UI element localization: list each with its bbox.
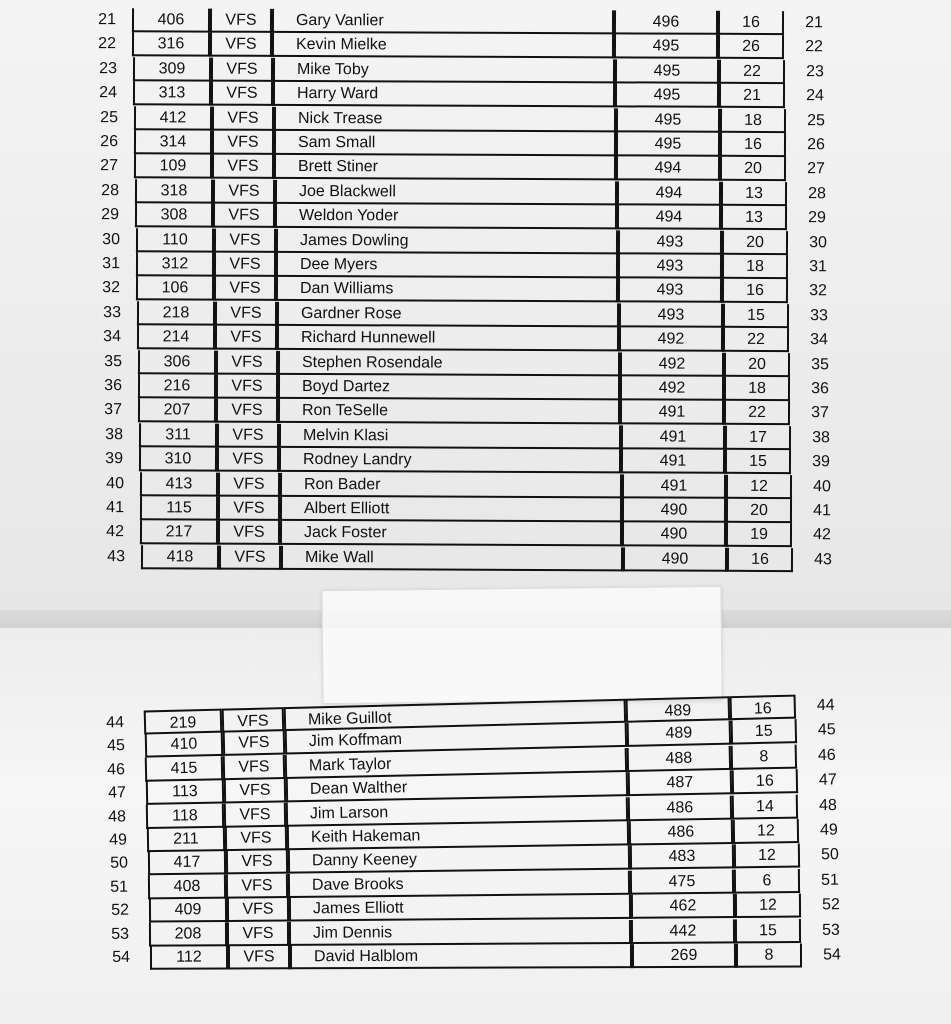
shooter-name: Rodney Landry	[279, 448, 621, 473]
score: 486	[628, 795, 732, 821]
shooter-number: 314	[134, 130, 212, 154]
score: 494	[616, 157, 720, 181]
shooter-number: 413	[140, 472, 218, 496]
rank-left: 37	[104, 401, 123, 419]
score: 492	[620, 352, 724, 376]
shooter-name: Mike Guillot	[284, 699, 626, 731]
x-count: 26	[718, 35, 784, 59]
x-count: 20	[720, 157, 786, 181]
shooter-number: 216	[138, 374, 216, 398]
score: 495	[614, 35, 718, 59]
class-code: VFS	[224, 802, 286, 827]
rank-right: 42	[813, 526, 832, 544]
rank-right: 48	[819, 796, 838, 814]
rank-left: 26	[100, 133, 119, 151]
shooter-name: Dan Williams	[276, 277, 618, 302]
x-count: 6	[734, 869, 800, 894]
shooter-name: Dave Brooks	[288, 871, 630, 898]
class-code: VFS	[216, 399, 278, 423]
shooter-name: Albert Elliott	[280, 497, 622, 522]
class-code: VFS	[212, 155, 274, 179]
rank-left: 30	[101, 230, 120, 248]
x-count: 12	[733, 844, 799, 869]
rank-right: 49	[819, 821, 838, 839]
x-count: 14	[732, 794, 798, 819]
score: 490	[623, 547, 727, 571]
rank-left: 21	[98, 11, 117, 29]
shooter-name: James Elliott	[289, 895, 631, 922]
score: 493	[619, 303, 723, 327]
x-count: 22	[723, 328, 789, 352]
shooter-number: 208	[149, 922, 227, 946]
shooter-number: 110	[136, 228, 214, 252]
rank-left: 40	[105, 474, 124, 492]
rank-right: 29	[808, 209, 827, 227]
x-count: 12	[733, 819, 799, 844]
score: 269	[632, 944, 736, 968]
rank-left: 47	[107, 784, 126, 802]
rank-right: 21	[805, 14, 823, 32]
score: 490	[622, 523, 726, 547]
shooter-name: Jim Dennis	[289, 920, 631, 946]
class-code: VFS	[217, 448, 279, 472]
x-count: 12	[726, 474, 792, 498]
score: 493	[618, 230, 722, 254]
tape-strip	[321, 586, 722, 704]
shooter-number: 219	[144, 709, 223, 735]
rank-left: 41	[106, 499, 125, 517]
x-count: 18	[722, 255, 788, 279]
shooter-name: Richard Hunnewell	[277, 326, 619, 351]
rank-left: 49	[109, 831, 128, 849]
rank-right: 37	[811, 404, 830, 422]
rank-right: 36	[811, 380, 829, 398]
shooter-number: 415	[145, 756, 223, 782]
score: 491	[621, 450, 725, 474]
rank-right: 27	[807, 160, 826, 178]
shooter-number: 306	[138, 350, 216, 374]
rank-right: 50	[820, 846, 839, 864]
class-code: VFS	[216, 375, 278, 399]
rank-left: 24	[99, 84, 118, 102]
shooter-number: 418	[141, 545, 219, 569]
score: 483	[629, 845, 733, 870]
score: 495	[615, 84, 719, 108]
rank-left: 33	[102, 303, 121, 321]
rank-right: 22	[805, 38, 824, 56]
shooter-number: 112	[150, 946, 228, 970]
x-count: 15	[725, 450, 791, 474]
shooter-name: Kevin Mielke	[272, 33, 614, 58]
class-code: VFS	[222, 707, 285, 733]
rank-left: 23	[98, 59, 117, 77]
rank-right: 43	[813, 550, 832, 569]
rank-left: 22	[98, 35, 117, 53]
shooter-name: Ron TeSelle	[278, 399, 620, 424]
rank-left: 31	[102, 255, 121, 273]
score: 493	[618, 254, 722, 278]
shooter-name: Brett Stiner	[274, 155, 616, 180]
rank-left: 34	[103, 328, 122, 346]
shooter-number: 109	[134, 155, 212, 179]
shooter-number: 310	[139, 447, 217, 471]
shooter-name: Gardner Rose	[277, 302, 619, 327]
class-code: VFS	[213, 179, 275, 203]
class-code: VFS	[214, 228, 276, 252]
shooter-name: Sam Small	[274, 131, 616, 156]
shooter-number: 218	[137, 301, 215, 325]
class-code: VFS	[218, 521, 280, 545]
shooter-number: 106	[136, 277, 214, 301]
score: 489	[626, 721, 731, 747]
class-code: VFS	[212, 106, 274, 130]
x-count: 16	[720, 133, 786, 157]
shooter-number: 313	[133, 81, 211, 105]
shooter-number: 408	[148, 874, 226, 899]
class-code: VFS	[218, 497, 280, 521]
rank-right: 34	[810, 331, 829, 349]
shooter-name: Jim Koffmam	[284, 723, 626, 755]
rank-right: 44	[816, 696, 835, 715]
shooter-name: Keith Hakeman	[287, 821, 629, 850]
shooter-name: James Dowling	[276, 228, 618, 253]
class-code: VFS	[211, 57, 273, 81]
score: 491	[620, 401, 724, 425]
x-count: 20	[722, 230, 788, 254]
score: 491	[622, 474, 726, 498]
shooter-number: 118	[146, 803, 224, 828]
rank-right: 33	[809, 306, 828, 325]
class-code: VFS	[222, 731, 285, 756]
x-count: 21	[719, 84, 785, 108]
shooter-number: 113	[146, 780, 224, 805]
shooter-number: 214	[137, 325, 215, 349]
shooter-name: Jack Foster	[280, 521, 622, 546]
score: 492	[620, 376, 724, 400]
rank-right: 40	[812, 477, 831, 495]
shooter-number: 217	[140, 521, 218, 545]
score: 494	[617, 206, 721, 230]
shooter-name: Dean Walther	[286, 772, 628, 802]
class-code: VFS	[217, 423, 279, 447]
rank-right: 32	[809, 282, 828, 300]
rank-right: 23	[805, 62, 824, 81]
shooter-name: Gary Vanlier	[272, 9, 614, 34]
shooter-name: Mike Wall	[281, 546, 623, 571]
shooter-number: 417	[147, 851, 225, 876]
rank-left: 52	[110, 901, 129, 920]
shooter-number: 410	[144, 732, 223, 758]
shooter-number: 311	[139, 423, 217, 447]
rank-left: 25	[99, 108, 118, 126]
shooter-name: David Halblom	[290, 944, 632, 969]
x-count: 16	[722, 279, 788, 303]
shooter-name: Mike Toby	[273, 58, 615, 83]
rank-right: 52	[821, 896, 840, 914]
shooter-name: Danny Keeney	[287, 846, 629, 874]
x-count: 13	[721, 182, 787, 206]
x-count: 18	[724, 377, 790, 401]
score: 488	[627, 746, 731, 772]
x-count: 16	[730, 695, 797, 721]
x-count: 22	[719, 60, 785, 84]
rank-left: 27	[100, 157, 119, 175]
shooter-number: 409	[149, 898, 227, 923]
rank-right: 30	[808, 233, 827, 251]
class-code: VFS	[210, 33, 272, 57]
x-count: 8	[736, 944, 802, 968]
class-code: VFS	[226, 874, 288, 899]
class-code: VFS	[225, 826, 287, 851]
x-count: 12	[735, 894, 801, 919]
rank-left: 53	[111, 925, 130, 943]
rank-right: 31	[809, 258, 827, 276]
rank-left: 50	[109, 854, 128, 873]
rank-right: 35	[810, 355, 829, 373]
shooter-number: 316	[132, 33, 210, 57]
class-code: VFS	[227, 921, 289, 945]
rank-right: 53	[822, 921, 841, 939]
score: 491	[621, 425, 725, 449]
class-code: VFS	[223, 755, 285, 780]
x-count: 15	[735, 919, 801, 943]
rank-left: 39	[105, 450, 124, 468]
class-code: VFS	[211, 82, 273, 106]
class-code: VFS	[227, 898, 289, 922]
class-code: VFS	[210, 9, 272, 33]
shooter-number: 312	[136, 252, 214, 276]
rank-right: 26	[807, 136, 825, 154]
score: 492	[619, 328, 723, 352]
x-count: 16	[718, 11, 784, 35]
shooter-name: Weldon Yoder	[275, 204, 617, 229]
class-code: VFS	[219, 545, 281, 569]
rank-left: 28	[100, 181, 119, 199]
score: 462	[631, 894, 735, 919]
rank-right: 39	[812, 453, 831, 471]
rank-right: 45	[817, 721, 836, 740]
score: 495	[615, 59, 719, 83]
score: 442	[631, 919, 735, 944]
shooter-number: 211	[147, 827, 225, 852]
x-count: 18	[720, 108, 786, 132]
shooter-name: Dee Myers	[276, 253, 618, 278]
rank-left: 38	[104, 425, 123, 443]
class-code: VFS	[224, 779, 286, 804]
x-count: 16	[727, 548, 793, 572]
score: 494	[617, 181, 721, 205]
x-count: 22	[724, 401, 790, 425]
x-count: 20	[724, 352, 790, 376]
shooter-number: 115	[140, 496, 218, 520]
class-code: VFS	[218, 472, 280, 496]
score: 496	[614, 10, 718, 34]
shooter-name: Joe Blackwell	[275, 180, 617, 205]
rank-right: 28	[807, 184, 826, 203]
x-count: 13	[721, 206, 787, 230]
rank-left: 45	[106, 737, 125, 755]
class-code: VFS	[215, 301, 277, 325]
shooter-name: Nick Trease	[274, 106, 616, 131]
rank-left: 43	[106, 547, 125, 565]
rank-left: 51	[110, 878, 129, 896]
rank-right: 46	[817, 746, 837, 764]
rank-right: 24	[806, 87, 825, 105]
rank-left: 32	[102, 279, 121, 297]
rank-left: 46	[107, 760, 126, 779]
rank-left: 29	[101, 206, 120, 224]
shooter-number: 308	[135, 203, 213, 227]
rank-left: 35	[103, 352, 122, 370]
score: 493	[618, 279, 722, 303]
rank-right: 25	[806, 111, 825, 129]
score: 489	[626, 696, 731, 723]
rank-left: 42	[106, 523, 125, 541]
class-code: VFS	[213, 204, 275, 228]
shooter-number: 412	[134, 106, 212, 130]
rank-right: 47	[818, 771, 837, 789]
score: 495	[616, 108, 720, 132]
class-code: VFS	[225, 850, 287, 875]
rank-left: 54	[112, 948, 131, 966]
shooter-name: Stephen Rosendale	[278, 350, 620, 375]
class-code: VFS	[215, 326, 277, 350]
shooter-name: Jim Larson	[286, 797, 628, 826]
class-code: VFS	[214, 253, 276, 277]
x-count: 17	[725, 426, 791, 450]
rank-right: 38	[811, 428, 830, 447]
shooter-name: Ron Bader	[280, 472, 622, 497]
class-code: VFS	[228, 945, 290, 969]
shooter-number: 207	[138, 399, 216, 423]
rank-left: 44	[105, 714, 125, 732]
class-code: VFS	[214, 277, 276, 301]
class-code: VFS	[212, 131, 274, 155]
score: 487	[627, 770, 731, 796]
rank-right: 41	[813, 502, 831, 520]
x-count: 8	[731, 744, 797, 769]
score: 490	[622, 498, 726, 522]
score: 486	[629, 820, 733, 845]
rank-right: 51	[821, 871, 840, 889]
shooter-number: 318	[135, 179, 213, 203]
shooter-name: Boyd Dartez	[278, 375, 620, 400]
shooter-number: 309	[133, 57, 211, 81]
score: 475	[630, 869, 734, 894]
shooter-number: 406	[132, 8, 210, 32]
rank-left: 48	[108, 807, 127, 826]
shooter-name: Melvin Klasi	[279, 424, 621, 449]
x-count: 15	[723, 304, 789, 328]
class-code: VFS	[216, 350, 278, 374]
score: 495	[616, 132, 720, 156]
rank-right: 54	[823, 946, 841, 964]
shooter-name: Mark Taylor	[285, 748, 627, 779]
x-count: 20	[726, 499, 792, 523]
rank-left: 36	[104, 377, 123, 395]
x-count: 15	[730, 719, 797, 744]
x-count: 16	[731, 769, 797, 794]
x-count: 19	[726, 523, 792, 547]
shooter-name: Harry Ward	[273, 82, 615, 107]
